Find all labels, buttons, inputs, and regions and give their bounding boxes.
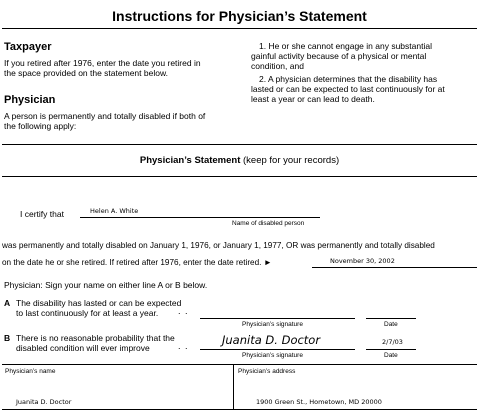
certify-label: I certify that bbox=[20, 209, 64, 219]
section-divider bbox=[2, 144, 477, 145]
physician-heading: Physician bbox=[4, 94, 56, 106]
physician-text-line2: the following apply: bbox=[4, 121, 77, 131]
retired-date[interactable]: November 30, 2002 bbox=[330, 257, 395, 265]
sign-instruction: Physician: Sign your name on either line A or B below. bbox=[4, 280, 208, 290]
statement-line2: on the date he or she retired. If retired after 1976, enter the date retired. ► bbox=[2, 258, 272, 267]
option-b-letter: B bbox=[4, 333, 11, 343]
physician-address-value[interactable]: 1900 Green St., Hometown, MD 20000 bbox=[256, 398, 382, 406]
condition-2-line2: lasted or can be expected to last continuously for at bbox=[251, 84, 445, 94]
physician-address-label: Physician’s address bbox=[238, 368, 296, 375]
taxpayer-heading: Taxpayer bbox=[4, 41, 52, 53]
option-a-date-line[interactable] bbox=[366, 318, 416, 319]
page-title: Instructions for Physician’s Statement bbox=[112, 8, 367, 24]
option-a-line2: to last continuously for at least a year. bbox=[16, 308, 159, 318]
option-a-date-caption: Date bbox=[384, 321, 398, 328]
taxpayer-text-line1: If you retired after 1976, enter the date you retired in bbox=[4, 58, 201, 68]
footer-bottom-line bbox=[2, 409, 477, 410]
option-b-date[interactable]: 2/7/03 bbox=[382, 338, 403, 346]
option-b-date-caption: Date bbox=[384, 352, 398, 359]
physician-name-label: Physician’s name bbox=[5, 368, 56, 375]
disabled-name-caption: Name of disabled person bbox=[232, 220, 305, 227]
disabled-name-line bbox=[80, 217, 320, 218]
condition-1-line3: condition, and bbox=[251, 61, 304, 71]
footer-top-line bbox=[2, 364, 477, 365]
physician-name-value[interactable]: Juanita D. Doctor bbox=[16, 398, 72, 406]
condition-2-line1: 2. A physician determines that the disability has bbox=[259, 74, 438, 84]
title-divider bbox=[2, 28, 477, 29]
statement-title-bold: Physician’s Statement bbox=[139, 155, 241, 166]
disabled-person-name[interactable]: Helen A. White bbox=[90, 207, 139, 215]
option-a-signature-line[interactable] bbox=[200, 318, 355, 319]
option-b-leader-dots: . . bbox=[178, 341, 189, 351]
statement-title bbox=[0, 155, 479, 166]
option-b-line2: disabled condition will ever improve bbox=[16, 343, 150, 353]
statement-line1: was permanently and totally disabled on January 1, 1976, or January 1, 1977, OR was permanently and totally disabled bbox=[2, 241, 435, 250]
option-b-signature-line bbox=[200, 349, 355, 350]
footer-divider bbox=[233, 364, 234, 410]
retired-date-line bbox=[312, 267, 477, 268]
option-a-sig-caption: Physician’s signature bbox=[242, 321, 303, 328]
taxpayer-text-line2: the space provided on the statement below. bbox=[4, 68, 168, 78]
option-b-sig-caption: Physician’s signature bbox=[242, 352, 303, 359]
condition-1-line2: gainful activity because of a physical or mental bbox=[251, 51, 427, 61]
statement-title-rest: (keep for your records) bbox=[240, 155, 340, 166]
option-a-letter: A bbox=[4, 298, 11, 308]
statement-divider bbox=[2, 176, 477, 177]
option-b-date-line bbox=[366, 349, 416, 350]
option-a-line1: The disability has lasted or can be expected bbox=[16, 298, 182, 308]
physician-text-line1: A person is permanently and totally disabled if both of bbox=[4, 111, 206, 121]
condition-1-line1: 1. He or she cannot engage in any substantial bbox=[259, 41, 432, 51]
option-b-line1: There is no reasonable probability that the bbox=[16, 333, 175, 343]
condition-2-line3: least a year or can lead to death. bbox=[251, 94, 375, 104]
physician-signature[interactable]: Juanita D. Doctor bbox=[222, 333, 321, 347]
option-a-leader-dots: . . bbox=[178, 306, 189, 316]
